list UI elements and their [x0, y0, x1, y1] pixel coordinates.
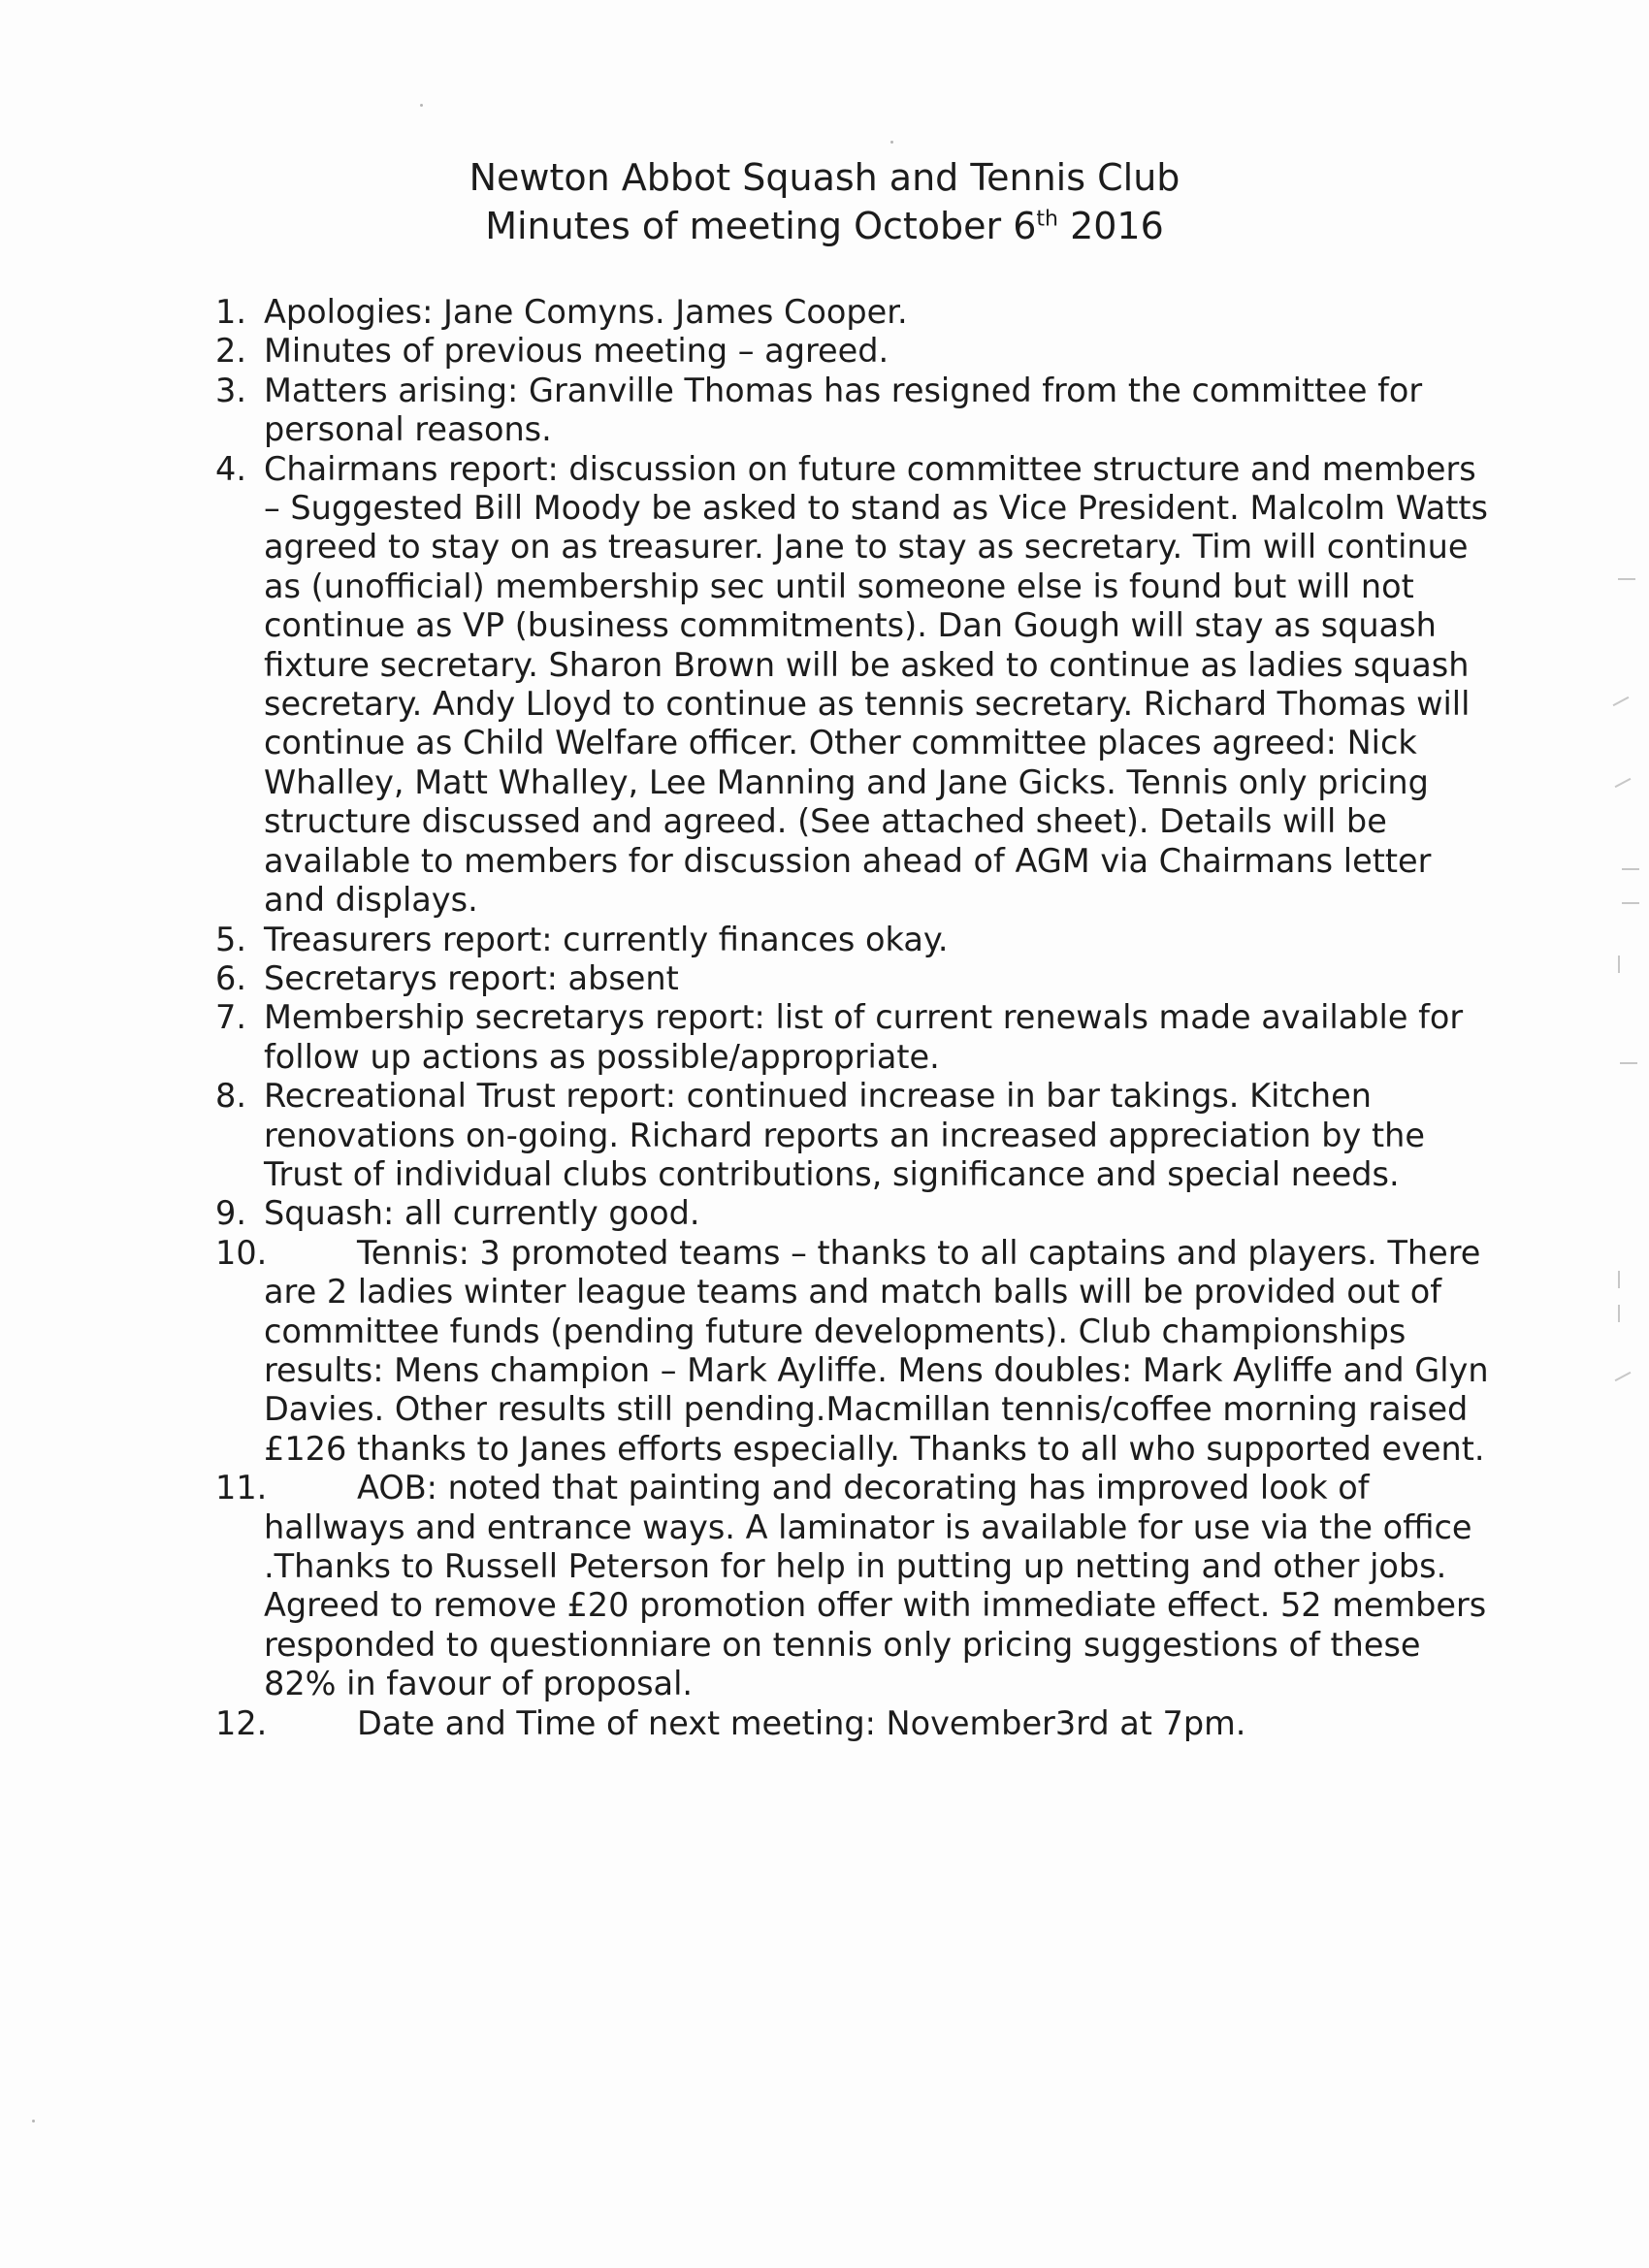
scan-mark [1622, 868, 1639, 870]
meeting-date-year: 2016 [1058, 205, 1164, 247]
minutes-item-6 [0, 959, 1496, 998]
scan-speck [420, 104, 423, 107]
scan-speck [32, 2120, 35, 2122]
item-text: AOB: noted that painting and decorating has improved look of hallways and entrance ways. A laminator is available for use via the office .Thanks to Russell Peterson for help in putting up netting and other jobs. Agreed to remove £20 promotion offer with immediate effect. 52 members responded to questionniare on tennis only pricing suggestions of these 82% in favour of proposal. [264, 1469, 1487, 1703]
minutes-item-11 [0, 1469, 1496, 1703]
scan-mark [1622, 902, 1639, 904]
item-text: Squash: all currently good. [264, 1194, 700, 1233]
minutes-item-8 [0, 1077, 1496, 1194]
item-number: 10. [215, 1233, 268, 1272]
scan-mark [1618, 578, 1635, 580]
minutes-item-9 [0, 1194, 1496, 1233]
item-text: Minutes of previous meeting – agreed. [264, 332, 889, 371]
scan-mark [1618, 1305, 1620, 1322]
item-text: Secretarys report: absent [264, 958, 679, 997]
minutes-item-10 [0, 1234, 1496, 1469]
scan-speck [890, 141, 893, 144]
item-text: Matters arising: Granville Thomas has resigned from the committee for personal reasons. [264, 371, 1423, 449]
item-text: Chairmans report: discussion on future committee structure and members – Suggested Bill Moody be asked to stand as Vice President. Malcolm Watts agreed to stay on as treasurer. Jane to stay as secretary. Tim will continue as (unofficial) membership sec until someone else is found but will not continue as VP (business commitments). Dan Gough will stay as squash fixture secretary. Sharon Brown will be asked to continue as ladies squash secretary. Andy Lloyd to continue as tennis secretary. Richard Thomas will continue as Child Welfare officer. Other committee places agreed: Nick Whalley, Matt Whalley, Lee Manning and Jane Gicks. Tennis only pricing structure discussed and agreed. (See attached sheet). Details will be available to members for discussion ahead of AGM via Chairmans letter and displays. [264, 449, 1488, 920]
item-number: 4. [215, 449, 246, 488]
item-number: 9. [215, 1194, 246, 1233]
minutes-item-1 [0, 293, 1496, 332]
item-number: 12. [215, 1703, 268, 1742]
item-number: 6. [215, 958, 246, 997]
minutes-item-4 [0, 450, 1496, 921]
item-number: 7. [215, 998, 246, 1037]
item-number: 3. [215, 371, 246, 409]
item-text: Recreational Trust report: continued increase in bar takings. Kitchen renovations on-going. Richard reports an increased appreciation by the Trust of individual clubs contributions, significance and special needs. [264, 1077, 1425, 1193]
item-number: 2. [215, 332, 246, 371]
meeting-date-title [0, 202, 1649, 250]
scan-mark [1620, 1062, 1637, 1064]
item-text: Date and Time of next meeting: November3rd at 7pm. [357, 1703, 1246, 1742]
meeting-date-ordinal: th [1036, 207, 1058, 232]
club-name-title: Newton Abbot Squash and Tennis Club [469, 156, 1180, 199]
item-text: Treasurers report: currently finances okay. [264, 920, 949, 958]
minutes-item-5 [0, 921, 1496, 959]
item-text: Tennis: 3 promoted teams – thanks to all captains and players. There are 2 ladies winter league teams and match balls will be provided out of committee funds (pending future developments). Club championships results: Mens champion – Mark Ayliffe. Mens doubles: Mark Ayliffe and Glyn Davies. Other results still pending.Macmillan tennis/coffee morning raised £126 thanks to Janes efforts especially. Thanks to all who supported event. [264, 1233, 1489, 1468]
item-text: Apologies: Jane Comyns. James Cooper. [264, 293, 908, 331]
minutes-item-7 [0, 998, 1496, 1077]
item-number: 11. [215, 1469, 268, 1507]
minutes-item-12 [0, 1704, 1496, 1743]
minutes-list [0, 293, 1649, 1743]
item-text: Membership secretarys report: list of current renewals made available for follow up actions as possible/appropriate. [264, 998, 1464, 1076]
document-header [0, 153, 1649, 250]
scan-mark [1618, 1271, 1620, 1288]
meeting-date-prefix: Minutes of meeting October 6 [485, 205, 1037, 247]
item-number: 8. [215, 1077, 246, 1116]
minutes-item-3 [0, 372, 1496, 450]
minutes-item-2 [0, 332, 1496, 371]
item-number: 5. [215, 920, 246, 958]
item-number: 1. [215, 293, 246, 331]
scan-mark [1618, 956, 1620, 973]
